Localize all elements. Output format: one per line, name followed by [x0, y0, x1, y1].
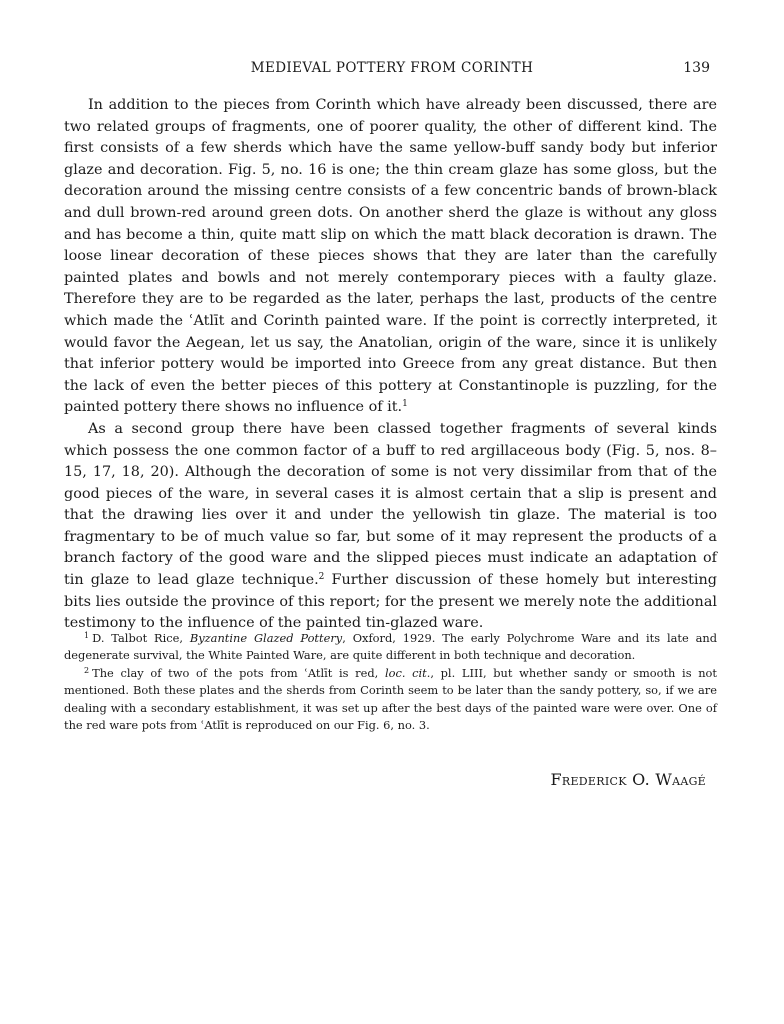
running-title: MEDIEVAL POTTERY FROM CORINTH [250, 60, 534, 76]
paragraph-1-text: In addition to the pieces from Corinth which have already been discussed, there are two related groups of fragments, one of poorer quality, the other of different kind. The first consists of a few sherds which have the same yellow-buff sandy body but inferior glaze and decoration. Fig. 5, no. 16 is one; the thin cream glaze has some gloss, but the decoration around the missing centre consists of a few concentric bands of brown-black and dull brown-red around green dots. On another sherd the glaze is without any gloss and has become a thin, quite matt slip on which the matt black decoration is drawn. The loose linear decoration of these pieces shows that they are later than the carefully painted plates and bowls and not merely contemporary pieces with a faulty glaze. Therefore they are to be regarded as the later, perhaps the last, products of the centre which made the ʿAtlīt and Corinth painted ware. If the point is correctly interpreted, it would favor the Aegean, let us say, the Anatolian, origin of the ware, since it is unlikely that inferior pottery would be imported into Greece from any great distance. But then the lack of even the better pieces of this pottery at Constantinople is puzzling, for the painted pottery there shows no influence of it. [64, 97, 717, 416]
footnote-1-rest: , Oxford, 1929. The early Polychrome Ware and its late and degenerate survival, the White Painted Ware, are quite different in both technique and decoration. [64, 631, 717, 663]
running-head [62, 60, 722, 80]
footnote-1 [64, 630, 717, 665]
author-signature: Frederick O. Waagé [550, 770, 706, 789]
footnotes [64, 630, 717, 734]
paragraph-1 [64, 95, 717, 419]
footnote-1-title: Byzantine Glazed Pottery [189, 631, 343, 645]
footnote-2 [64, 665, 717, 735]
paragraph-2 [64, 419, 717, 635]
footnote-2-lead: The clay of two of the pots from ʿAtlīt is red, [92, 665, 385, 680]
footnote-2-rest: , pl. LIII, but whether sandy or smooth is not mentioned. Both these plates and the sherds from Corinth seem to be later than the sandy pottery, so, if we are dealing with a secondary establishment, it was set up after the best days of the painted ware were over. One of the red ware pots from ʿAtlīt is reproduced on our Fig. 6, no. 3. [64, 665, 717, 733]
page-number: 139 [683, 60, 710, 76]
footnote-2-title: loc. cit. [384, 665, 431, 680]
footnote-ref-1: 1 [402, 399, 408, 410]
body-text [64, 95, 717, 635]
footnote-2-mark: 2 [84, 665, 90, 675]
paragraph-2-text-a: As a second group there have been classed together fragments of several kinds which possess the one common factor of a buff to red argillaceous body (Fig. 5, nos. 8–15, 17, 18, 20). Although the decoration of some is not very dissimilar from that of the good pieces of the ware, in several cases it is almost certain that a slip is present and that the drawing lies over it and under the yellowish tin glaze. The material is too fragmentary to be of much value so far, but some of it may represent the products of a branch factory of the good ware and the slipped pieces must indicate an adaptation of tin glaze to lead glaze technique. [64, 420, 717, 589]
footnote-1-mark: 1 [84, 631, 90, 640]
paragraph-2-text-b: Further discussion of these homely but interesting bits lies outside the province of this report; for the present we merely note the additional testimony to the influence of the painted tin-glazed ware. [64, 572, 718, 632]
footnote-ref-2: 2 [318, 572, 325, 583]
footnote-1-lead: D. Talbot Rice, [92, 631, 190, 645]
